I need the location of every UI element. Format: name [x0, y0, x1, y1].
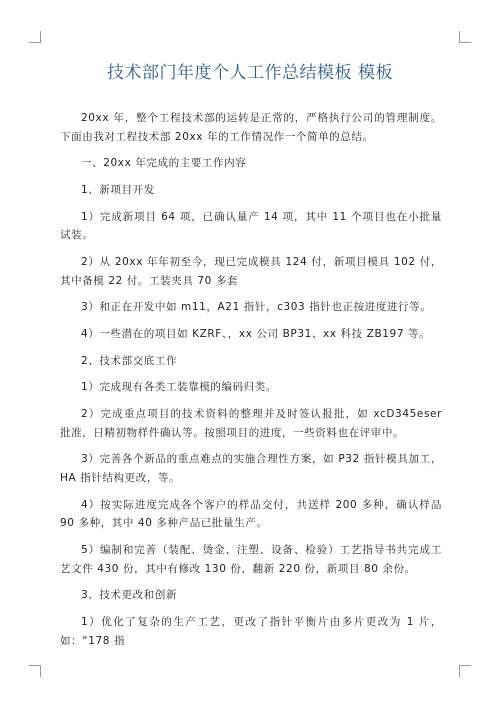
list-item: 1）完成新项目 64 项，已确认量产 14 项，其中 11 个项目也在小批量试装。	[60, 210, 442, 242]
document-body	[60, 109, 442, 658]
list-item: 2）完成重点项目的技术资料的整理并及时签认报批，如 xcD345eser 批准，日精初物样件确认等。按照项目的进度，一些资料也在评审中。	[60, 407, 442, 439]
list-item: 4）一些潜在的项目如 KZRF、，xx 公司 BP31、xx 科技 ZB197 等。	[81, 327, 431, 340]
list-item: 1）完成现有各类工装靠模的编码归类。	[81, 381, 277, 394]
crop-mark-top-right	[459, 31, 471, 43]
subsection-heading: 1、新项目开发	[81, 183, 155, 196]
crop-mark-bottom-left	[29, 665, 41, 677]
subsection-heading: 3、技术更改和创新	[81, 589, 178, 602]
list-item: 4）按实际进度完成各个客户的样品交付，共送样 200 多种，确认样品 90 多种，其中 40 多种产品已批量生产。	[60, 498, 442, 530]
intro-paragraph: 20xx 年，整个工程技术部的运转是正常的，严格执行公司的管理制度。下面由我对工程技术部 20xx 年的工作情况作一个简单的总结。	[60, 112, 442, 143]
document-title: 技术部门年度个人工作总结模板 模板	[107, 63, 393, 83]
section-heading: 一、20xx 年完成的主要工作内容	[81, 157, 247, 170]
list-item: 5）编制和完善（装配、烫金、注塑、设备、检验）工艺指导书共完成工艺文件 430 份，其中有修改 130 份，翻新 220 份，新项目 80 余份。	[60, 543, 442, 575]
crop-mark-bottom-right	[459, 665, 471, 677]
list-item: 2）从 20xx 年年初至今，现已完成模具 124 付，新项目模具 102 付，其中备模 22 付。工装夹具 70 多套	[60, 255, 442, 287]
list-item: 1）优化了复杂的生产工艺，更改了指针平衡片由多片更改为 1 片，如：“178 指	[60, 615, 442, 647]
list-item: 3）和正在开发中如 m11，A21 指针，c303 指针也正按进度进行等。	[81, 301, 432, 314]
subsection-heading: 2、技术部交底工作	[81, 354, 178, 367]
crop-mark-top-left	[29, 31, 41, 43]
list-item: 3）完善各个新品的重点难点的实施合理性方案，如 P32 指针模具加工，HA 指针结构更改，等。	[60, 453, 442, 484]
